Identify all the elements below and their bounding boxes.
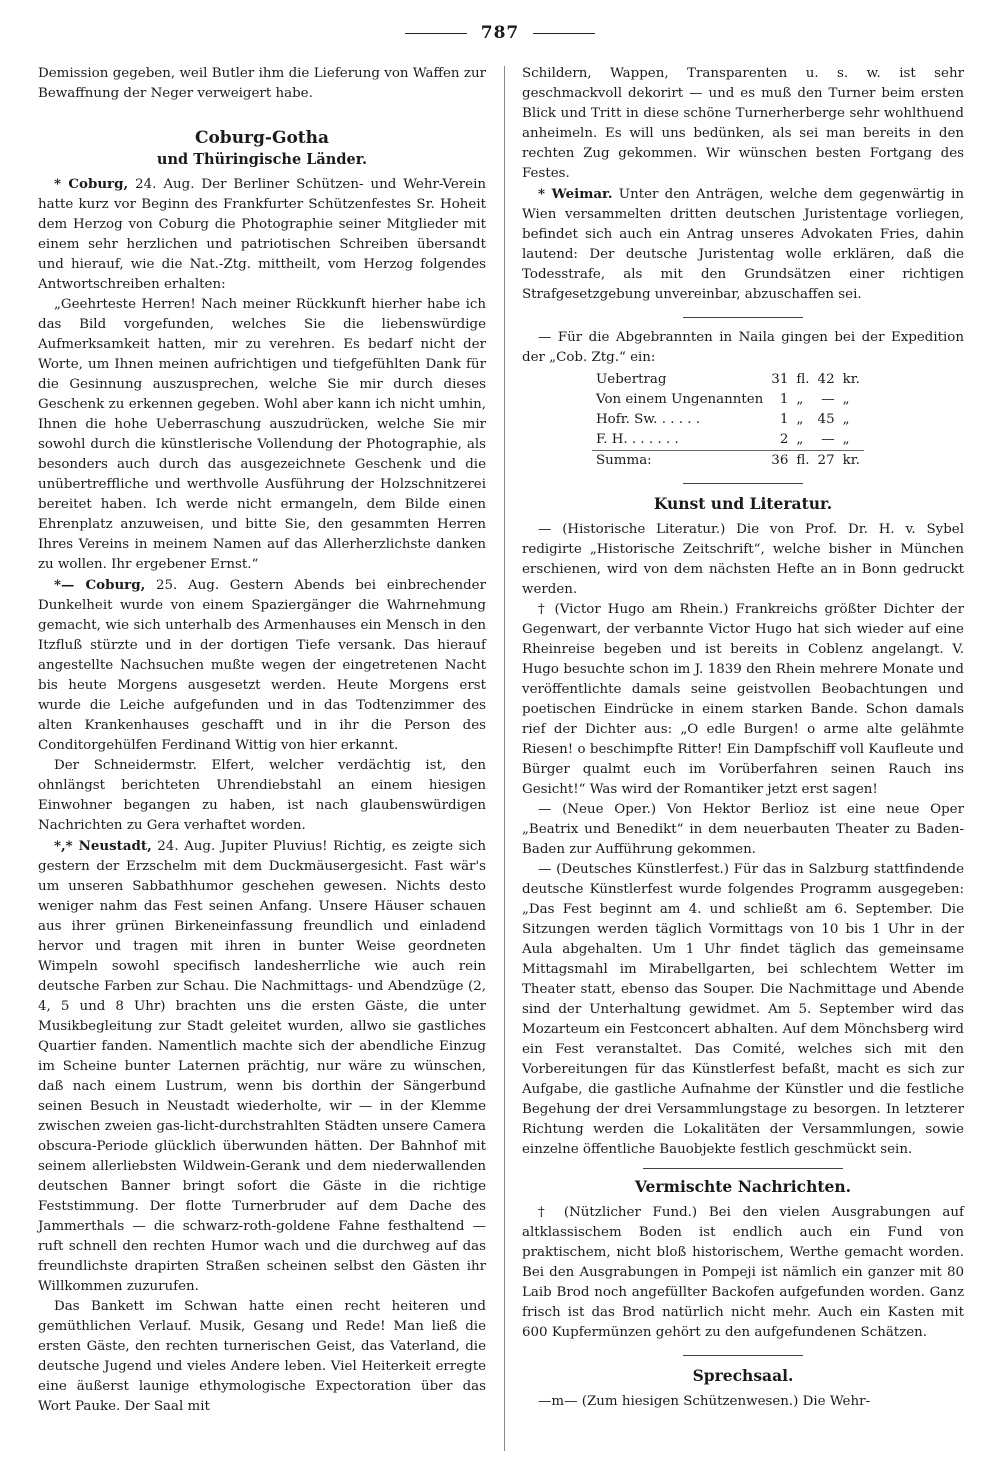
section-subtitle: und Thüringische Länder. <box>156 151 368 168</box>
article-neue-oper: — (Neue Oper.) Von Hektor Berlioz ist eine neue Oper „Beatrix und Benedikt“ in dem neuerbauten Theater zu Baden-Baden zur Aufführung gekommen. <box>522 802 964 857</box>
right-column <box>522 64 964 1412</box>
article-schuetzenwesen: —m— (Zum hiesigen Schützenwesen.) Die Wehr- <box>538 1394 870 1409</box>
donation-label: Summa: <box>596 453 652 468</box>
donation-unit2: „ <box>842 412 850 427</box>
left-column <box>38 64 486 1417</box>
donation-unit2: kr. <box>842 453 860 468</box>
donation-kr: 42 <box>817 372 835 387</box>
dateline: * Coburg, <box>54 176 129 192</box>
separator-rule <box>643 1168 843 1169</box>
section-title-vermischte: Vermischte Nachrichten. <box>634 1177 852 1196</box>
donation-row <box>592 390 864 410</box>
donation-row <box>592 430 864 451</box>
article-text: Unter den Anträgen, welche dem gegenwärtig in Wien versammelten dritten deutschen Juristentage vorliegen, befindet sich auch ein Antrag unseres Advokaten Fries, dahin lautend: Der deutsche Juristentag wolle erklären, daß die Todesstrafe, als mit den Grundsätzen einer richtigen Strafgesetzgebung unvereinbar, abzuschaffen sei. <box>522 187 964 302</box>
dateline: *— Coburg, <box>54 577 146 593</box>
intro-paragraph: Demission gegeben, weil Butler ihm die Lieferung von Waffen zur Bewaffnung der Neger verweigert habe. <box>38 66 486 101</box>
article-elfert: Der Schneidermstr. Elfert, welcher verdächtig ist, den ohnlängst berichteten Uhrendiebstahl an einem hiesigen Einwohner begangen zu haben, ist nach glaubenswürdigen Nachrichten zu Gera verhaftet worden. <box>38 758 486 833</box>
page-header <box>0 18 1000 48</box>
donation-fl: 2 <box>779 432 789 447</box>
donation-kr: — <box>821 392 835 407</box>
donation-label: F. H. . . . . . . <box>596 432 679 447</box>
dateline: * Weimar. <box>538 186 613 202</box>
donation-unit2: „ <box>842 432 850 447</box>
donation-fl: 31 <box>771 372 789 387</box>
donation-unit1: „ <box>796 412 804 427</box>
article-bankett: Das Bankett im Schwan hatte einen recht heiteren und gemüthlichen Verlauf. Musik, Gesang und Rede! Man ließ die ersten Gäste, den rechten turnerischen Geist, das Vaterland, die deutsche Jugend und vieles Andere leben. Viel Heiterkeit erregte eine äußerst launige ethymologische Expectoration über das Wort Pauke. Der Saal mit <box>38 1299 486 1414</box>
donation-intro: — Für die Abgebrannten in Naila gingen bei der Expedition der „Cob. Ztg.“ ein: <box>522 330 964 365</box>
article-victor-hugo: † (Victor Hugo am Rhein.) Frankreichs größter Dichter der Gegenwart, der verbannte Victor Hugo hat sich wieder auf eine Rheinreise begeben und ist bereits in Coblenz angelangt. V. Hugo besuchte schon im J. 1839 den Rhein mehrere Monate und veröffentlichte damals seine geistvollen Beobachtungen und poetischen Eindrücke in einem starken Bande. Schon damals rief der Dichter aus: „O edle Burgen! o arme alte gelähmte Riesen! o beschimpfte Ritter! Ein Dampfschiff voll Kaufleute und Bürger qualmt euch im Vorüberfahren seinen Rauch ins Gesicht!“ Was wird der Romantiker jetzt erst sagen! <box>522 602 964 797</box>
donation-unit1: fl. <box>796 372 810 387</box>
article-weimar <box>522 184 964 305</box>
letter-quote: „Geehrteste Herren! Nach meiner Rückkunft hierher habe ich das Bild vorgefunden, welches Sie die liebenswürdige Aufmerksamkeit hatten, mir zu verehren. Es bedarf nicht der Worte, um Ihnen meinen aufrichtigen und tiefgefühlten Dank für die Gesinnung auszusprechen, welche Sie mir durch dieses Geschenk zu erkennen gegeben. Wohl aber kann ich nicht umhin, Ihnen die hohe Ueberraschung auszudrücken, welche Sie mir sowohl durch die künstlerische Vollendung der Photographie, als besonders auch durch das ausgezeichnete Geschenk und die unübertreffliche und werthvolle Ausführung der Holzschnitzerei bereitet haben. Ich werde nicht ermangeln, dem Bilde einen Ehrenplatz anzuweisen, und bitte Sie, den gesammten Herren Ihres Vereins in meinem Namen auf das Allerherzlichste danken zu wollen. Ihr ergebener Ernst.“ <box>38 297 486 572</box>
article-text: 25. Aug. Gestern Abends bei einbrechender Dunkelheit wurde von einem Spaziergänger die Wahrnehmung gemacht, wie sich unterhalb des Armenhauses ein Mensch in den Itzfluß stürzte und in der dortigen Tiefe versank. Das hierauf angestellte Nachsuchen mußte wegen der eingetretenen Nacht bis heute Morgens ausgesetzt werden. Heute Morgens erst wurde die Leiche aufgefunden und in das Todtenzimmer des alten Krankenhauses geschafft und in ihr die Person des Conditorgehülfen Ferdinand Wittig von hier erkannt. <box>38 578 486 753</box>
donation-row <box>592 370 864 390</box>
dateline: *,* Neustadt, <box>54 838 152 854</box>
section-title-sprechsaal: Sprechsaal. <box>692 1366 794 1385</box>
column-divider <box>504 66 505 1451</box>
donation-kr: 45 <box>817 412 835 427</box>
donation-fl: 1 <box>779 392 789 407</box>
donation-fl: 36 <box>771 453 789 468</box>
header-rule-right <box>533 33 595 34</box>
article-kuenstlerfest: — (Deutsches Künstlerfest.) Für das in Salzburg stattfindende deutsche Künstlerfest wurde folgendes Programm ausgegeben: „Das Fest beginnt am 4. und schließt am 6. September. Die Sitzungen werden täglich Vormittags von 10 bis 1 Uhr in der Aula abgehalten. Um 1 Uhr findet täglich das gemeinsame Mittagsmahl im Mirabellgarten, bei schlechtem Wetter im Theater statt, ebenso das Souper. Die Nachmittage und Abende sind der Unterhaltung gewidmet. Am 5. September wird das Mozarteum ein Festconcert abhalten. Auf dem Mönchsberg wird ein Fest veranstaltet. Das Comité, welches sich mit den Vorbereitungen für das Künstlerfest befaßt, macht es sich zur Aufgabe, die gastliche Aufnahme der Künstler und die festliche Begehung der drei Versammlungstage zu besorgen. In letzterer Richtung werden die Lokalitäten der Versammlungen, sowie einzelne öffentliche Bauobjekte festlich geschmückt sein. <box>522 862 964 1157</box>
separator-rule <box>683 483 803 484</box>
article-coburg-24 <box>38 174 486 295</box>
article-text: 24. Aug. Der Berliner Schützen- und Wehr-Verein hatte kurz vor Beginn des Frankfurter Schützenfestes Sr. Hoheit dem Herzog von Coburg die Photographie seiner Mitglieder mit einem sehr herzlichen und patriotischen Schreiben übersandt und hierauf, wie die Nat.-Ztg. mittheilt, vom Herzog folgendes Antwortschreiben erhalten: <box>38 177 486 292</box>
header-rule-left <box>405 33 467 34</box>
article-nuetzlicher-fund: † (Nützlicher Fund.) Bei den vielen Ausgrabungen auf altklassischem Boden ist endlich auch ein Fund von praktischem, nicht bloß historischem, Werthe gemacht worden. Bei den Ausgrabungen in Pompeji ist nämlich ein ganzer mit 80 Laib Brod noch angefüllter Backofen aufgefunden worden. Ganz frisch ist das Brod natürlich nicht mehr. Auch ein Kasten mit 600 Kupfermünzen gehört zu den aufgefundenen Schätzen. <box>522 1205 964 1340</box>
separator-rule <box>683 1355 803 1356</box>
donation-row <box>592 451 864 472</box>
donation-label: Von einem Ungenannten <box>596 392 764 407</box>
continued-paragraph: Schildern, Wappen, Transparenten u. s. w. ist sehr geschmackvoll dekorirt — und es muß den Turner beim ersten Blick und Tritt in diese schöne Turnerherberge sehr wohlthuend anheimeln. Es will uns bedünken, als sei man bereits in den rechten Zug gekommen. Wir wünschen besten Fortgang des Festes. <box>522 66 964 181</box>
donation-unit1: „ <box>796 392 804 407</box>
section-title-coburg-gotha: Coburg-Gotha <box>194 128 330 148</box>
donation-label: Hofr. Sw. . . . . . <box>596 412 701 427</box>
donation-unit2: „ <box>842 392 850 407</box>
donation-unit2: kr. <box>842 372 860 387</box>
article-text: 24. Aug. Jupiter Pluvius! Richtig, es zeigte sich gestern der Erzschelm mit dem Duckmäusergesicht. Fast wär's um unseren Sabbathhumor geschehen gewesen. Nichts desto weniger nahm das Fest seinen Anfang. Unsere Häuser schauen aus ihrer grünen Birkeneinfassung freundlich und einladend hervor und tragen mit ihren in bunter Weise geordneten Wimpeln sowohl specifisch landesherrliche wie auch rein deutsche Farben zur Schau. Die Nachmittags- und Abendzüge (2, 4, 5 und 8 Uhr) brachten uns die ersten Gäste, die unter Musikbegleitung zur Stadt geleitet wurden, allwo sie gastliches Quartier fanden. Namentlich machte sich der abendliche Einzug im Scheine bunter Laternen prächtig, nur wäre zu wünschen, daß nach einem Lustrum, wenn bis dorthin der Sängerbund seinen Besuch in Neustadt wiederholte, wir — in der Klemme zwischen zweien gas-licht-durchstrahlten Städten unsere Camera obscura-Periode glücklich überwunden hätten. Der Bahnhof mit seinem allerliebsten Wildwein-Gerank und dem niederwallenden deutschen Banner bringt sofort die Gäste in die richtige Feststimmung. Der flotte Turnerbruder auf dem Dache des Jammerthals — die schwarz-roth-goldene Fahne festhaltend — ruft schnell den rechten Humor wach und die durchweg auf das freundlichste drapirten Straßen scheinen selbst den Gästen ihr Willkommen zuzurufen. <box>38 839 486 1294</box>
donation-label: Uebertrag <box>596 372 667 387</box>
article-neustadt <box>38 836 486 1297</box>
article-historische-literatur: — (Historische Literatur.) Die von Prof. Dr. H. v. Sybel redigirte „Historische Zeitschrift“, welche bisher in München erschienen, wird von dem nächsten Hefte an in Bonn gedruckt werden. <box>522 522 964 597</box>
page-number: 787 <box>480 23 520 43</box>
donation-kr: — <box>821 432 835 447</box>
separator-rule <box>683 317 803 318</box>
donation-unit1: fl. <box>796 453 810 468</box>
donation-fl: 1 <box>779 412 789 427</box>
donation-table <box>592 370 864 471</box>
donation-kr: 27 <box>817 453 835 468</box>
donation-unit1: „ <box>796 432 804 447</box>
article-coburg-25 <box>38 575 486 756</box>
donation-row <box>592 410 864 430</box>
section-title-kunst: Kunst und Literatur. <box>653 494 833 513</box>
